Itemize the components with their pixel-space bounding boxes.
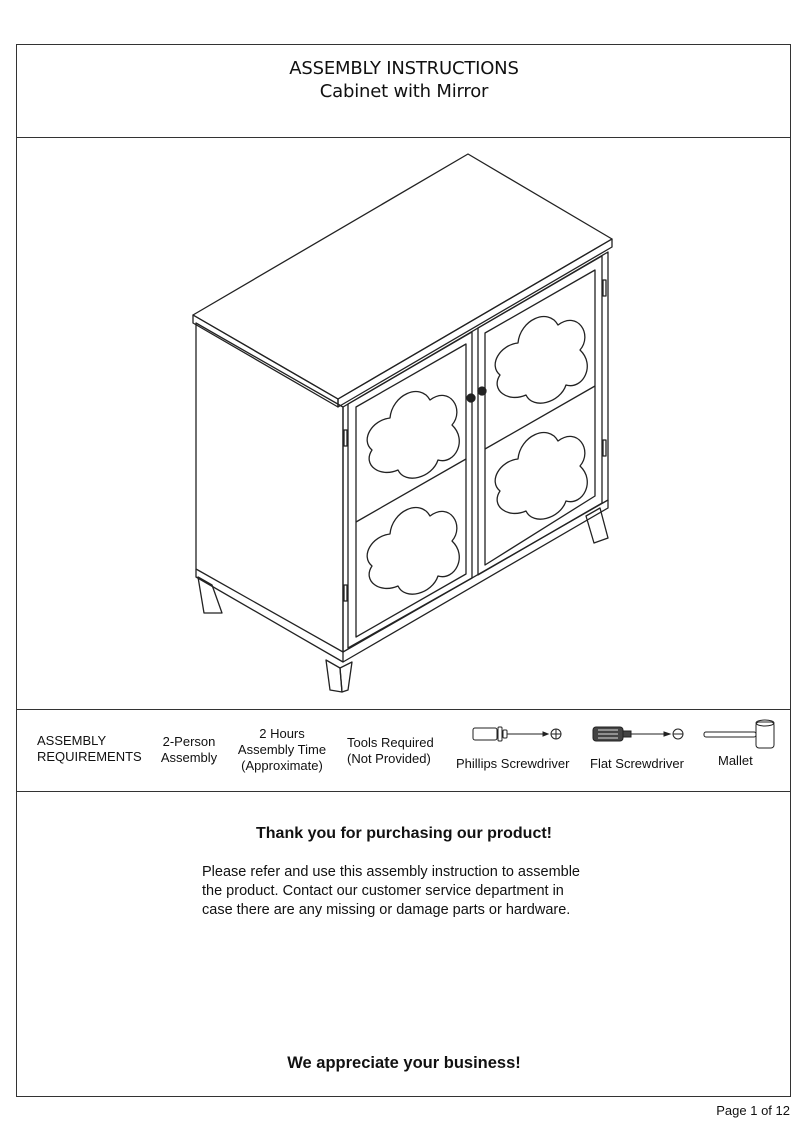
illustration-divider <box>17 709 790 710</box>
instructions-paragraph <box>202 863 602 920</box>
tools-requirement <box>347 735 434 767</box>
flat-screwdriver-label: Flat Screwdriver <box>590 756 684 771</box>
time-line1: 2 Hours <box>259 726 305 741</box>
requirements-label <box>37 733 142 765</box>
requirements-divider <box>17 791 790 792</box>
people-line2: Assembly <box>160 750 218 765</box>
document-title: ASSEMBLY INSTRUCTIONS <box>289 58 519 79</box>
time-line3: (Approximate) <box>241 758 323 773</box>
thank-you-heading: Thank you for purchasing our product! <box>256 825 552 842</box>
people-requirement <box>155 734 223 766</box>
requirements-label-line1: ASSEMBLY <box>37 733 107 748</box>
tools-line2: (Not Provided) <box>347 751 431 766</box>
phillips-screwdriver-icon <box>470 724 570 744</box>
mallet-icon <box>702 718 782 750</box>
time-requirement <box>230 726 334 774</box>
requirements-label-line2: REQUIREMENTS <box>37 749 142 764</box>
document-subtitle: Cabinet with Mirror <box>319 81 489 102</box>
phillips-screwdriver-label: Phillips Screwdriver <box>456 756 570 771</box>
people-line1: 2-Person <box>162 734 216 749</box>
instructions-line1: Please refer and use this assembly instruction to assemble <box>202 864 580 880</box>
page-number: Page 1 of 12 <box>716 1103 790 1118</box>
instructions-line3: case there are any missing or damage parts or hardware. <box>202 902 571 918</box>
mallet-label: Mallet <box>718 753 753 768</box>
instructions-line2: the product. Contact our customer service department in <box>202 883 564 899</box>
flat-screwdriver-icon <box>590 724 690 744</box>
time-line2: Assembly Time <box>237 742 327 757</box>
tools-line1: Tools Required <box>347 735 434 750</box>
closing-message: We appreciate your business! <box>287 1054 521 1072</box>
